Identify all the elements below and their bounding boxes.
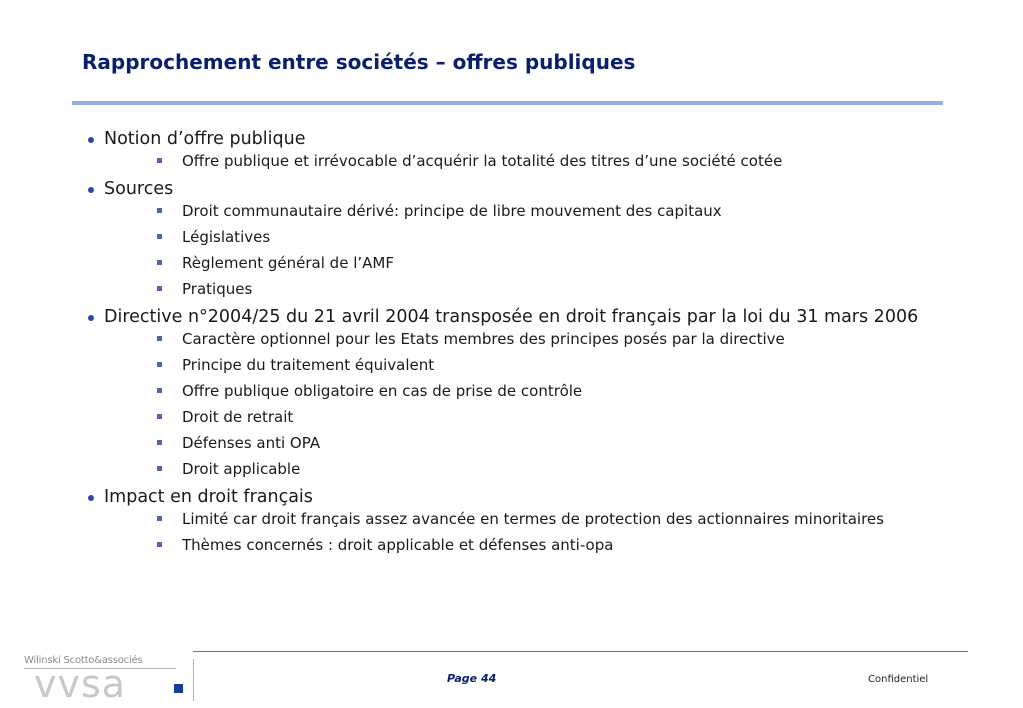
sub-bullet-text: Pratiques <box>182 280 253 298</box>
bullet-dot-icon <box>88 137 94 143</box>
sub-bullet-item <box>104 153 926 170</box>
sub-bullet-item <box>104 281 926 298</box>
square-bullet-icon <box>157 286 162 291</box>
sub-bullet-item <box>104 461 926 478</box>
sub-bullet-text: Offre publique obligatoire en cas de prise de contrôle <box>182 382 583 400</box>
square-bullet-icon <box>157 260 162 265</box>
sub-bullet-item <box>104 331 926 348</box>
sub-bullet-text: Droit communautaire dérivé: principe de libre mouvement des capitaux <box>182 202 722 220</box>
bullet-text: Directive n°2004/25 du 21 avril 2004 transposée en droit français par la loi du 31 mars 2006 <box>104 307 919 327</box>
bullet-dot-icon <box>88 495 94 501</box>
square-bullet-icon <box>157 234 162 239</box>
sub-bullet-item <box>104 357 926 374</box>
square-bullet-icon <box>157 440 162 445</box>
square-bullet-icon <box>157 542 162 547</box>
sub-bullet-text: Législatives <box>182 228 271 246</box>
bullet-dot-icon <box>88 187 94 193</box>
sub-bullet-text: Limité car droit français assez avancée en termes de protection des actionnaires minoritaires <box>182 510 884 528</box>
sub-bullet-text: Règlement général de l’AMF <box>182 254 394 272</box>
square-bullet-icon <box>157 362 162 367</box>
square-bullet-icon <box>157 516 162 521</box>
sub-bullet-text: Offre publique et irrévocable d’acquérir la totalité des titres d’une société cotée <box>182 152 783 170</box>
square-bullet-icon <box>157 388 162 393</box>
title-divider <box>72 101 943 105</box>
logo-mark: vvsa <box>34 662 127 706</box>
sub-bullet-item <box>104 255 926 272</box>
sub-bullet-text: Caractère optionnel pour les Etats membres des principes posés par la directive <box>182 330 785 348</box>
sub-bullet-text: Défenses anti OPA <box>182 434 321 452</box>
sub-bullet-item <box>104 409 926 426</box>
bullet-item <box>86 178 926 298</box>
page-number: Page 44 <box>447 672 497 685</box>
bullet-text: Sources <box>104 179 174 199</box>
bullet-item <box>86 486 926 554</box>
bullet-list <box>86 128 926 554</box>
bullet-dot-icon <box>88 315 94 321</box>
bullet-item <box>86 306 926 478</box>
sub-bullet-text: Droit de retrait <box>182 408 294 426</box>
square-bullet-icon <box>157 466 162 471</box>
square-bullet-icon <box>157 208 162 213</box>
bullet-text: Impact en droit français <box>104 487 313 507</box>
confidential-label: Confidentiel <box>868 674 929 685</box>
footer-divider <box>193 651 968 652</box>
company-logo <box>24 655 194 706</box>
bullet-text: Notion d’offre publique <box>104 129 306 149</box>
square-bullet-icon <box>157 414 162 419</box>
bullet-item <box>86 128 926 170</box>
sub-bullet-item <box>104 229 926 246</box>
sub-bullet-item <box>104 435 926 452</box>
sub-bullet-item <box>104 383 926 400</box>
square-bullet-icon <box>157 158 162 163</box>
sub-bullet-text: Thèmes concernés : droit applicable et défenses anti-opa <box>182 536 614 554</box>
sub-bullet-text: Principe du traitement équivalent <box>182 356 435 374</box>
sub-bullet-item <box>104 511 926 528</box>
square-bullet-icon <box>157 336 162 341</box>
sub-bullet-text: Droit applicable <box>182 460 301 478</box>
slide-title: Rapprochement entre sociétés – offres publiques <box>82 50 636 74</box>
sub-bullet-item <box>104 537 926 554</box>
logo-divider <box>193 659 194 701</box>
sub-bullet-item <box>104 203 926 220</box>
logo-square-icon <box>174 684 183 693</box>
logo-company-name: Wilinski Scotto&associés <box>24 655 143 666</box>
